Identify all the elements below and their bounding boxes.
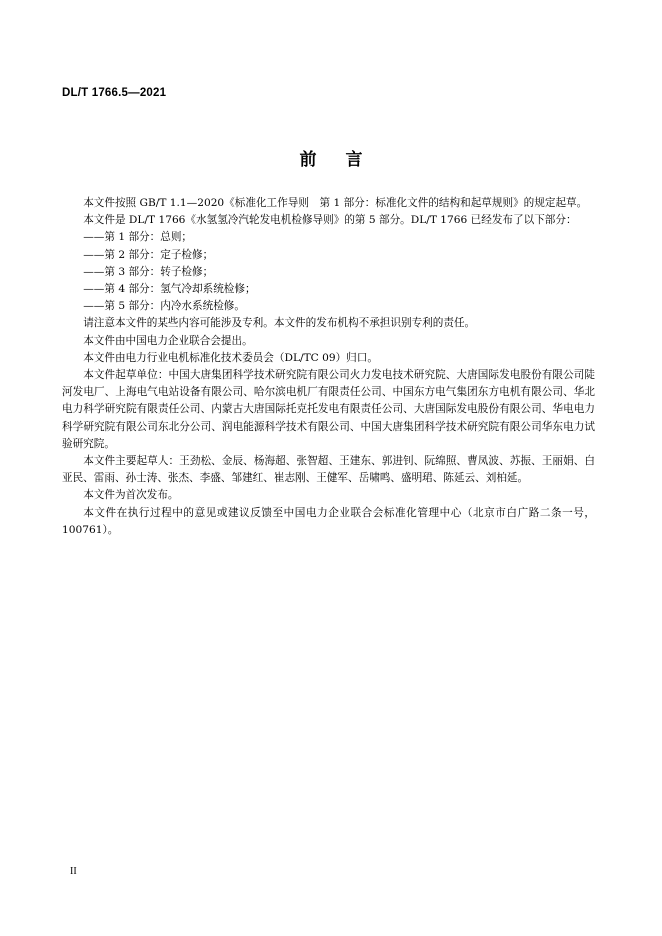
paragraph-first-release: 本文件为首次发布。 bbox=[83, 489, 179, 502]
paragraph-patent-notice: 请注意本文件的某些内容可能涉及专利。本文件的发布机构不承担识别专利的责任。 bbox=[83, 317, 476, 330]
paragraph-drafting-rules: 本文件按照 GB/T 1.1—2020《标准化工作导则 第 1 部分：标准化文件的结构和起草规则》的规定起草。 bbox=[83, 197, 588, 209]
paragraph-proposer: 本文件由中国电力企业联合会提出。 bbox=[83, 334, 253, 347]
paragraph-technical-committee: 本文件由电力行业电机标准化技术委员会（DL/TC 09）归口。 bbox=[83, 351, 378, 364]
paragraph-drafting-organizations: 本文件起草单位：中国大唐集团科学技术研究院有限公司火力发电技术研究院、大唐国际发电股份有限公司陡河发电厂、上海电气电站设备有限公司、哈尔滨电机厂有限责任公司、中国东方电气集团东方电机有限公司、华北电力科学研究院有限责任公司、内蒙古大唐国际托克托发电有限责任公司、大唐国际发电股份有限公司、华电电力科学研究院有限公司东北分公司、润电能源科学技术有限公司、中国大唐集团科学技术研究院有限公司华东电力试验研究院。 bbox=[62, 369, 595, 450]
paragraph-drafters: 本文件主要起草人：王劲松、金辰、杨海超、张智超、王建东、郭进钊、阮绵照、曹凤波、苏振、王丽娟、白亚民、雷雨、孙士涛、张杰、李盛、邹建红、崔志刚、王健军、岳啸鸣、盛明珺、陈延云、刘柏延。 bbox=[62, 455, 595, 485]
list-item: ——第 4 部分：氢气冷却系统检修； bbox=[83, 283, 256, 296]
paragraph-series-intro: 本文件是 DL/T 1766《水氢氢冷汽轮发电机检修导则》的第 5 部分。DL/T 1766 已经发布了以下部分： bbox=[83, 214, 577, 227]
foreword-body bbox=[62, 195, 595, 539]
list-item: ——第 3 部分：转子检修； bbox=[83, 265, 214, 278]
list-item: ——第 1 部分：总则； bbox=[83, 231, 193, 244]
list-item: ——第 2 部分：定子检修； bbox=[83, 248, 214, 261]
page-number: II bbox=[70, 866, 77, 877]
list-item: ——第 5 部分：内冷水系统检修。 bbox=[83, 300, 245, 313]
document-id: DL/T 1766.5—2021 bbox=[62, 87, 167, 99]
page-title: 前言 bbox=[299, 150, 392, 170]
paragraph-feedback: 本文件在执行过程中的意见或建议反馈至中国电力企业联合会标准化管理中心（北京市白广路二条一号，100761）。 bbox=[62, 506, 595, 536]
